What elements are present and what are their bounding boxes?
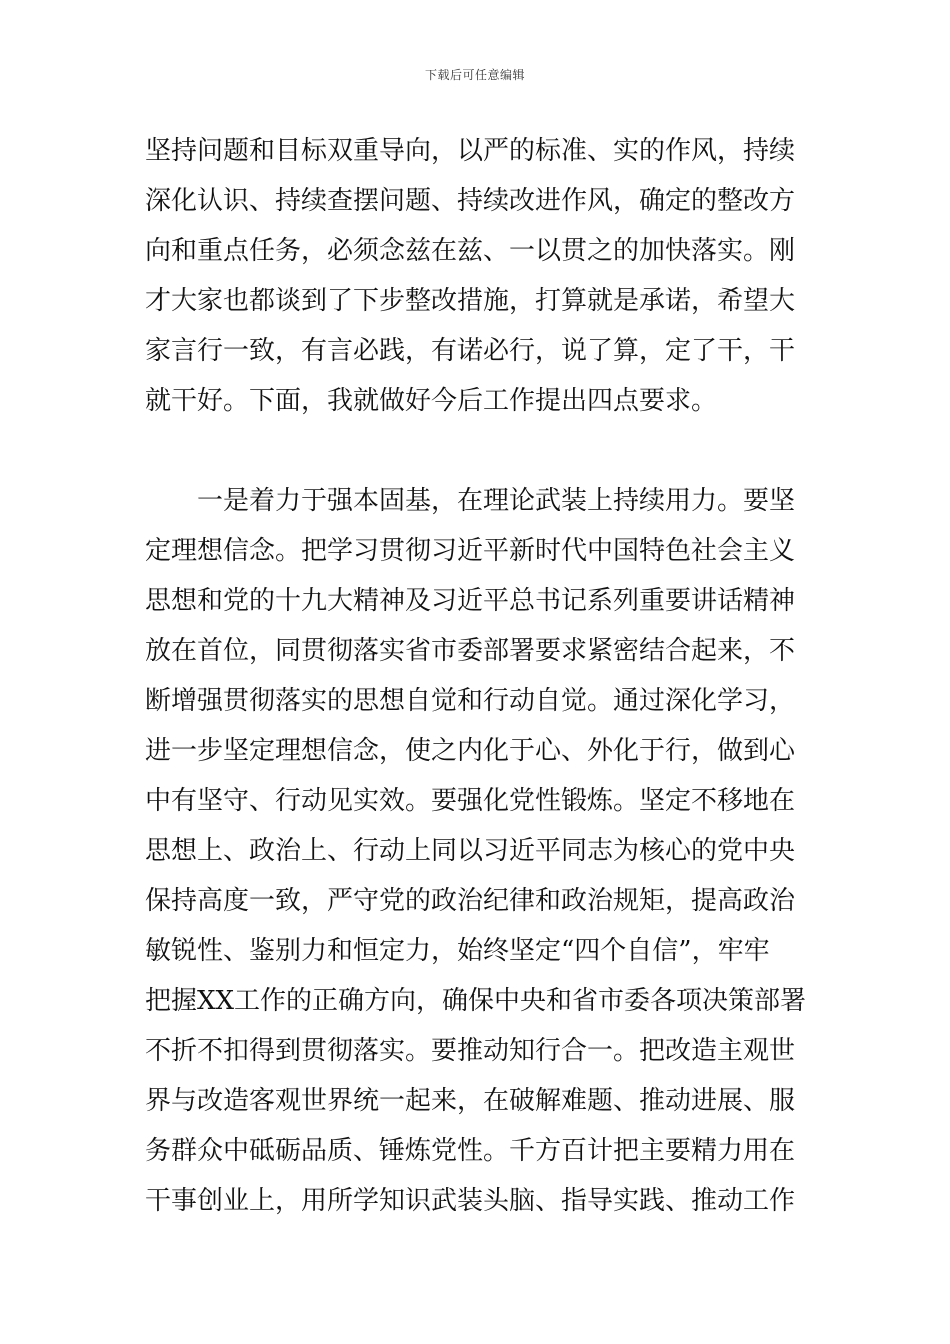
paragraph-line: 放在首位，同贯彻落实省市委部署要求紧密结合起来，不 (145, 636, 796, 666)
paragraph-line: 思想上、政治上、行动上同以习近平同志为核心的党中央 (145, 836, 796, 866)
paragraph-line: 务群众中砥砺品质、锤炼党性。千方百计把主要精力用在 (145, 1136, 796, 1166)
paragraph-line: 家言行一致，有言必践，有诺必行，说了算，定了干，干 (145, 336, 796, 366)
paragraph-line: 才大家也都谈到了下步整改措施，打算就是承诺，希望大 (145, 286, 796, 316)
paragraph-line: 界与改造客观世界统一起来，在破解难题、推动进展、服 (145, 1086, 796, 1116)
paragraph-2 (145, 476, 810, 1226)
paragraph-line: 不折不扣得到贯彻落实。要推动知行合一。把改造主观世 (145, 1036, 796, 1066)
paragraph-line: 敏锐性、鉴别力和恒定力，始终坚定“四个自信”，牢牢 (145, 936, 770, 966)
paragraph-line: 干事创业上，用所学知识武装头脑、指导实践、推动工作 (145, 1186, 796, 1216)
paragraph-line: 一是着力于强本固基，在理论武装上持续用力。要坚 (145, 486, 796, 516)
paragraph-line: 就干好。下面，我就做好今后工作提出四点要求。 (145, 386, 718, 416)
paragraph-line: 把握XX工作的正确方向，确保中央和省市委各项决策部署 (145, 986, 807, 1016)
paragraph-line: 保持高度一致，严守党的政治纪律和政治规矩，提高政治 (145, 886, 796, 916)
paragraph-line: 思想和党的十九大精神及习近平总书记系列重要讲话精神 (145, 586, 796, 616)
paragraph-line: 坚持问题和目标双重导向，以严的标准、实的作风，持续 (145, 136, 796, 166)
paragraph-line: 中有坚守、行动见实效。要强化党性锻炼。坚定不移地在 (145, 786, 796, 816)
paragraph-line: 断增强贯彻落实的思想自觉和行动自觉。通过深化学习， (145, 686, 796, 716)
paragraph-1 (145, 126, 810, 426)
paragraph-line: 进一步坚定理想信念，使之内化于心、外化于行，做到心 (145, 736, 796, 766)
paragraph-line: 向和重点任务，必须念兹在兹、一以贯之的加快落实。刚 (145, 236, 796, 266)
paragraph-line: 深化认识、持续查摆问题、持续改进作风，确定的整改方 (145, 186, 796, 216)
paragraph-line: 定理想信念。把学习贯彻习近平新时代中国特色社会主义 (145, 536, 796, 566)
page-header: 下载后可任意编辑 (424, 68, 525, 82)
